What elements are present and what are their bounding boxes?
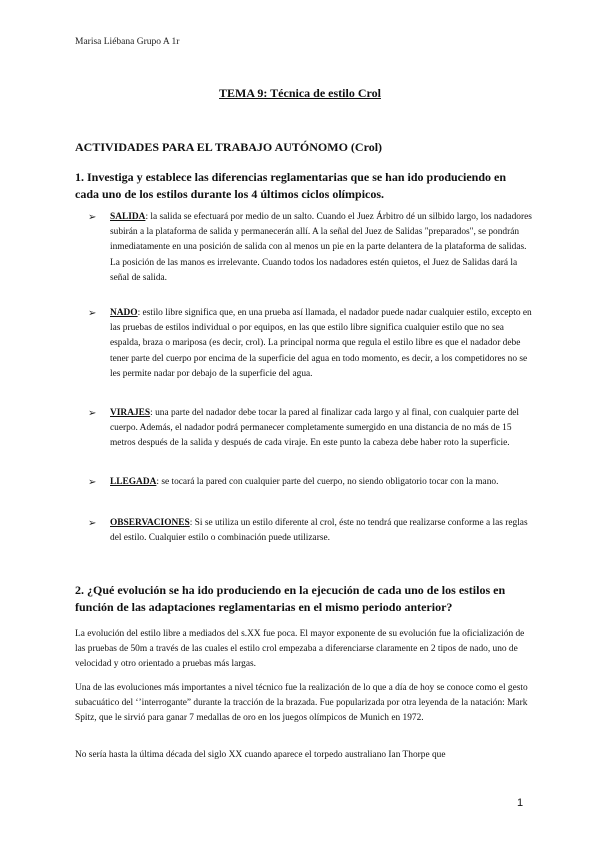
paragraph: No sería hasta la última década del siglo XX cuando aparece el torpedo australiano Ian Thorpe que xyxy=(75,750,446,760)
bullet-term: LLEGADA xyxy=(110,477,157,487)
bullet-term: OBSERVACIONES xyxy=(110,518,190,528)
question-2: 2. ¿Qué evolución se ha ido produciendo en la ejecución de cada uno de los estilos en función de las adaptaciones reglamentarias en el mismo periodo anterior? xyxy=(75,583,506,614)
list-item xyxy=(75,475,498,490)
bullet-text: : Si se utiliza un estilo diferente al crol, éste no tendrá que realizarse conforme a las reglas del estilo. Cualquier estilo o combinación puede utilizarse. xyxy=(110,518,528,544)
arrow-bullet-icon: ➢ xyxy=(88,212,97,223)
arrow-bullet-icon: ➢ xyxy=(88,518,97,529)
section-title: ACTIVIDADES PARA EL TRABAJO AUTÓNOMO (Crol) xyxy=(75,140,383,154)
list-item xyxy=(75,306,535,382)
header-author: Marisa Liébana Grupo A 1r xyxy=(75,37,180,47)
page-number: 1 xyxy=(517,797,524,809)
bullet-text: : la salida se efectuará por medio de un salto. Cuando el Juez Árbitro dé un silbido largo, los nadadores subirán a la plataforma de salida y permanecerán allí. A la señal del Juez de Salidas "preparados", se pondrán inmediatamente en una posición de salida con al menos un pie en la parte delantera de la plataforma de salidas. La posición de las manos es irrelevante. Cuando todos los nadadores estén quietos, el Juez de Salidas dará la señal de salida. xyxy=(110,212,532,283)
bullet-term: NADO xyxy=(110,308,138,318)
bullet-text: : se tocará la pared con cualquier parte del cuerpo, no siendo obligatorio tocar con la mano. xyxy=(156,477,499,487)
bullet-text: : una parte del nadador debe tocar la pared al finalizar cada largo y al final, con cualquier parte del cuerpo. Además, el nadador podrá permanecer completamente sumergido en una distancia de no más de 15 metros después de la salida y después de cada viraje. En este punto la cabeza debe haber roto la superficie. xyxy=(110,408,520,449)
list-item xyxy=(75,210,535,286)
paragraph: Una de las evoluciones más importantes a nivel técnico fue la realización de lo que a día de hoy se conoce como el gesto subacuático del ‘’interrogante” durante la tracción de la brazada. Fue popularizada por otra leyenda de la natación: Mark Spitz, que le sirvió para ganar 7 medallas de oro en los juegos olímpicos de Munich en 1972. xyxy=(75,683,528,724)
bullet-term: SALIDA xyxy=(110,212,146,222)
list-item xyxy=(75,516,535,546)
paragraph: La evolución del estilo libre a mediados del s.XX fue poca. El mayor exponente de su evolución fue la oficialización de las pruebas de 50m a través de las cuales el estilo crol empezaba a diferenciarse claramente en 2 tipos de nado, uno de velocidad y otro orientado a pruebas más largas. xyxy=(75,629,525,670)
arrow-bullet-icon: ➢ xyxy=(88,408,97,419)
arrow-bullet-icon: ➢ xyxy=(88,308,97,319)
bullet-term: VIRAJES xyxy=(110,408,151,418)
list-item xyxy=(75,406,535,452)
page-title: TEMA 9: Técnica de estilo Crol xyxy=(219,86,381,100)
bullet-text: : estilo libre significa que, en una prueba así llamada, el nadador puede nadar cualquier estilo, excepto en las pruebas de estilos individual o por equipos, en las que estilo libre significa cualquier estilo que no sea espalda, braza o mariposa (es decir, crol). La principal norma que regula el estilo libre es que el nadador debe tener parte del cuerpo por encima de la superficie del agua en todo momento, es decir, a los competidores no se les permite nadar por debajo de la superficie del agua. xyxy=(110,308,532,379)
arrow-bullet-icon: ➢ xyxy=(88,477,97,488)
question-1: 1. Investiga y establece las diferencias reglamentarias que se han ido produciendo en cada uno de los estilos durante los 4 últimos ciclos olímpicos. xyxy=(75,170,507,201)
